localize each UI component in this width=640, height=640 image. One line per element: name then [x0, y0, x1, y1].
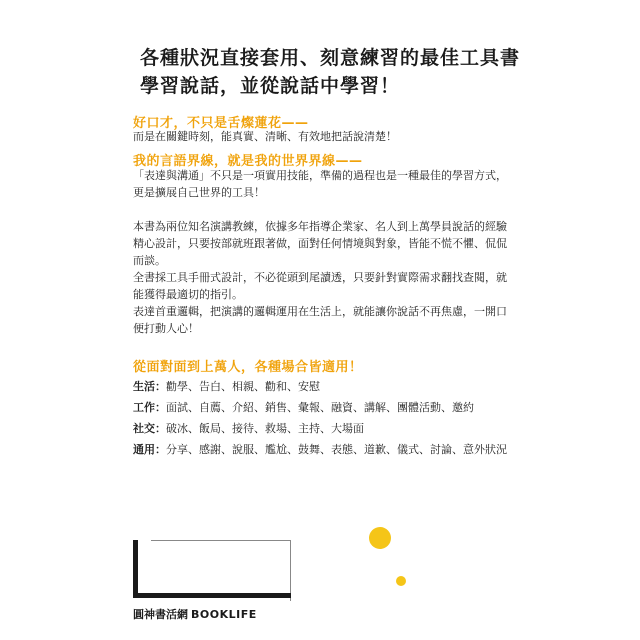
- category-row-life: [133, 376, 507, 397]
- publisher-logo: [133, 606, 257, 622]
- headline: [140, 44, 520, 100]
- publisher-name-zh: 圓神書活網: [133, 608, 188, 621]
- section-body-line-2: 更是擴展自己世界的工具！: [133, 186, 265, 199]
- category-label: 工作：: [133, 401, 166, 414]
- category-label: 生活：: [133, 380, 166, 393]
- decorative-large-dot: [369, 527, 391, 549]
- description-paragraphs: [133, 218, 513, 337]
- section-title-eloquence: 好口才，不只是舌燦蓮花——: [133, 116, 309, 131]
- category-row-general: [133, 439, 507, 460]
- description-paragraph-1: 本書為兩位知名演講教練，依據多年指導企業家、名人到上萬學員說話的經驗精心設計，只要按部就班跟著做，面對任何情境與對象，皆能不慌不懼、侃侃而談。: [133, 220, 507, 267]
- section-title-language-boundary: 我的言語界線，就是我的世界界線——: [133, 154, 363, 169]
- category-items: 面試、自薦、介紹、銷售、彙報、融資、講解、團體活動、邀約: [166, 401, 474, 414]
- occasion-category-list: [133, 376, 507, 460]
- section-title-occasions: 從面對面到上萬人，各種場合皆適用！: [133, 360, 363, 375]
- description-paragraph-3: 表達首重邏輯，把演講的邏輯運用在生活上，就能讓你說話不再焦慮，一開口便打動人心！: [133, 305, 507, 335]
- headline-line-2: 學習說話，並從說話中學習！: [140, 75, 401, 97]
- section-body-eloquence: 而是在關鍵時刻，能真實、清晰、有效地把話說清楚！: [133, 130, 397, 143]
- decorative-frame: [151, 540, 291, 601]
- publisher-name-en: BOOKLIFE: [191, 608, 257, 621]
- headline-line-1: 各種狀況直接套用、刻意練習的最佳工具書: [140, 47, 521, 69]
- category-row-work: [133, 397, 507, 418]
- category-label: 通用：: [133, 443, 166, 456]
- decorative-bar-horizontal: [133, 593, 291, 598]
- category-items: 分享、感謝、說服、尷尬、鼓舞、表態、道歉、儀式、討論、意外狀況: [166, 443, 507, 456]
- category-items: 勸學、告白、相親、勸和、安慰: [166, 380, 320, 393]
- decorative-small-dot: [396, 576, 406, 586]
- section-body-line-1: 「表達與溝通」不只是一項實用技能，準備的過程也是一種最佳的學習方式，: [133, 169, 507, 182]
- category-items: 破冰、飯局、接待、救場、主持、大場面: [166, 422, 364, 435]
- decorative-bar-vertical: [133, 540, 138, 598]
- category-row-social: [133, 418, 507, 439]
- description-paragraph-2: 全書採工具手冊式設計，不必從頭到尾讀透，只要針對實際需求翻找查閱，就能獲得最適切的指引。: [133, 271, 507, 301]
- category-label: 社交：: [133, 422, 166, 435]
